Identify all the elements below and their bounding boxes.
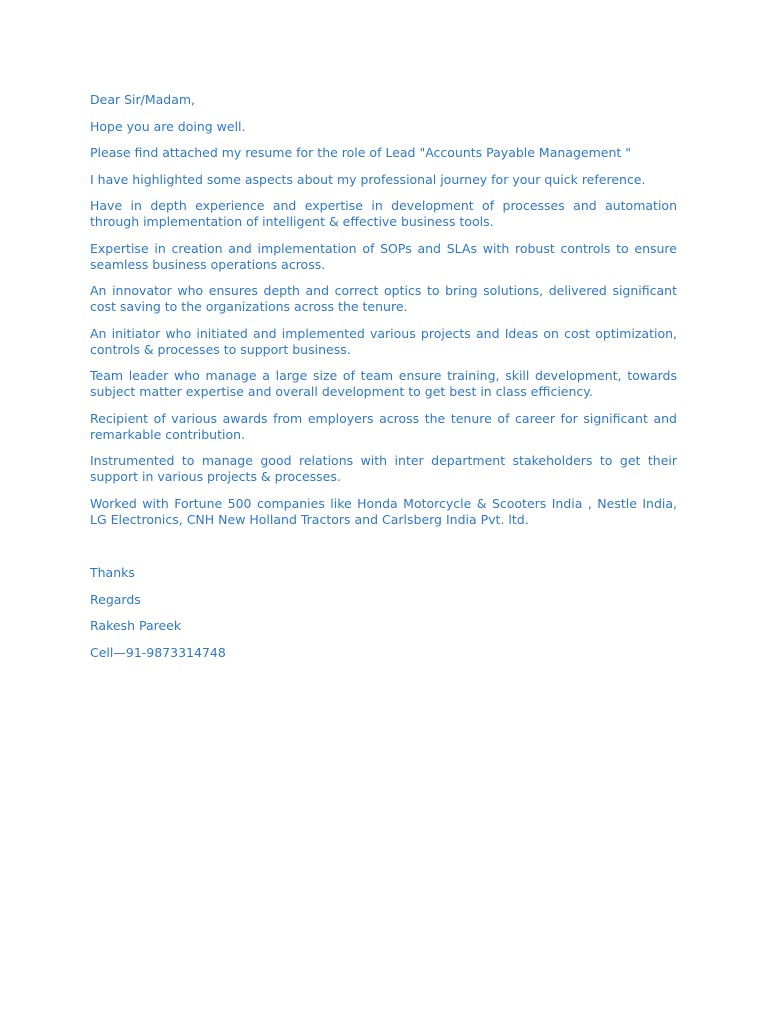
spacer — [90, 538, 677, 565]
point-sops-slas: Expertise in creation and implementation of SOPs and SLAs with robust controls to ensure seamless business operations across. — [90, 240, 677, 272]
signature-cell: Cell—91-9873314748 — [90, 644, 226, 660]
greeting: Hope you are doing well. — [90, 118, 246, 134]
point-innovator: An innovator who ensures depth and correct optics to bring solutions, delivered significant cost saving to the organizations across the tenure. — [90, 283, 677, 314]
point-team-leader: Team leader who manage a large size of team ensure training, skill development, towards subject matter expertise and overall development to get best in class efficiency. — [90, 368, 677, 399]
highlight-note: I have highlighted some aspects about my professional journey for your quick reference. — [90, 171, 646, 187]
salutation: Dear Sir/Madam, — [90, 92, 196, 107]
point-initiator: An initiator who initiated and implemented various projects and Ideas on cost optimization, controls & processes to support business. — [90, 325, 677, 357]
point-fortune-500: Worked with Fortune 500 companies like Honda Motorcycle & Scooters India , Nestle India, LG Electronics, CNH New Holland Tractors and Carlsberg India Pvt. ltd. — [90, 495, 677, 527]
point-stakeholders: Instrumented to manage good relations with inter department stakeholders to get their support in various projects & processes. — [90, 453, 677, 484]
signature-name: Rakesh Pareek — [90, 618, 182, 633]
closing-thanks: Thanks — [90, 565, 135, 580]
point-awards: Recipient of various awards from employers across the tenure of career for significant and remarkable contribution. — [90, 410, 677, 442]
point-process-automation: Have in depth experience and expertise in development of processes and automation through implementation of intelligent & effective business tools. — [90, 198, 677, 229]
intro-line: Please find attached my resume for the role of Lead "Accounts Payable Management " — [90, 145, 631, 160]
closing-regards: Regards — [90, 591, 141, 607]
